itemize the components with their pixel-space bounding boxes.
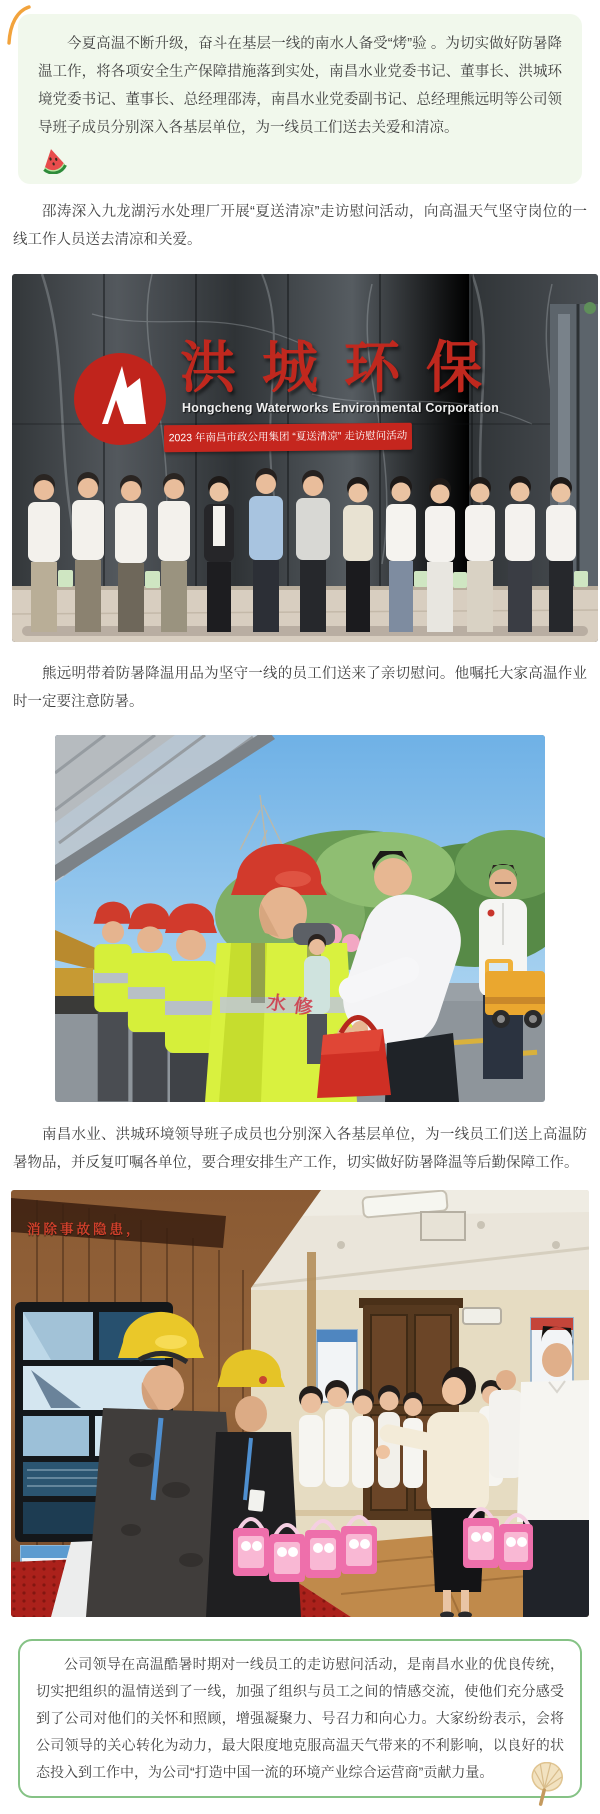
intro-highlight-box	[18, 14, 582, 184]
outro-paragraph: 公司领导在高温酷暑时期对一线员工的走访慰问活动，是南昌水业的优良传统，切实把组织的温情送到了一线，加强了组织与员工之间的情感交流，使他们充分感受到了公司对他们的关怀和照顾，增强凝聚力、号召力和向心力。大家纷纷表示，会将公司领导的关心转化为动力，最大限度地克服高温天气带来的不利影响，以良好的状态投入到工作中，为公司“打造中国一流的环境产业综合运营商”贡献力量。	[36, 1656, 564, 1780]
photo3-scene	[11, 1190, 589, 1617]
photo3-wall-slogan: 消除事故隐患，	[27, 1222, 143, 1237]
orange-arc-icon	[5, 4, 33, 46]
watermelon-slice-icon	[40, 147, 67, 174]
photo-workers-receiving-gifts-outdoor[interactable]	[55, 735, 545, 1102]
photo-gift-bags-indoor-control-room[interactable]	[11, 1190, 589, 1617]
photo1-building-name-en: Hongcheng Waterworks Environmental Corporation	[182, 401, 500, 415]
paragraph-shaotao-visit: 邵涛深入九龙湖污水处理厂开展“夏送清凉”走访慰问活动，向高温天气坚守岗位的一线工作人员送去清凉和关爱。	[13, 204, 587, 248]
outro-summary-box	[18, 1639, 582, 1798]
paragraph-leaders-visit-units: 南昌水业、洪城环境领导班子成员也分别深入各基层单位，为一线员工们送上高温防暑物品，并反复叮嘱各单位，要合理安排生产工作，切实做好防暑降温等后勤保障工作。	[13, 1127, 587, 1171]
palm-leaf-fan-icon	[528, 1762, 568, 1814]
paragraph-xiongyuanming-visit: 熊远明带着防暑降温用品为坚守一线的员工们送来了亲切慰问。他嘱托大家高温作业时一定要注意防暑。	[13, 666, 587, 710]
photo1-event-banner: 2023 年南昌市政公用集团 “夏送清凉” 走访慰问活动	[164, 423, 412, 453]
photo2-scene	[55, 735, 545, 1102]
photo2-vest-text: 水修	[265, 992, 322, 1021]
photo1-building-name: 洪城环保	[180, 338, 508, 400]
intro-paragraph: 今夏高温不断升级，奋斗在基层一线的南水人备受“烤”验 。为切实做好防暑降温工作，将各项安全生产保障措施落到实处，南昌水业党委书记、董事长、洪城环境党委书记、董事长、总经理邵涛，南昌水业党委副书记、总经理熊远明等公司领导班子成员分别深入各基层单位，为一线员工们送去关爱和清凉。	[38, 36, 562, 136]
photo-group-in-front-of-hongcheng-wall[interactable]	[12, 274, 598, 642]
